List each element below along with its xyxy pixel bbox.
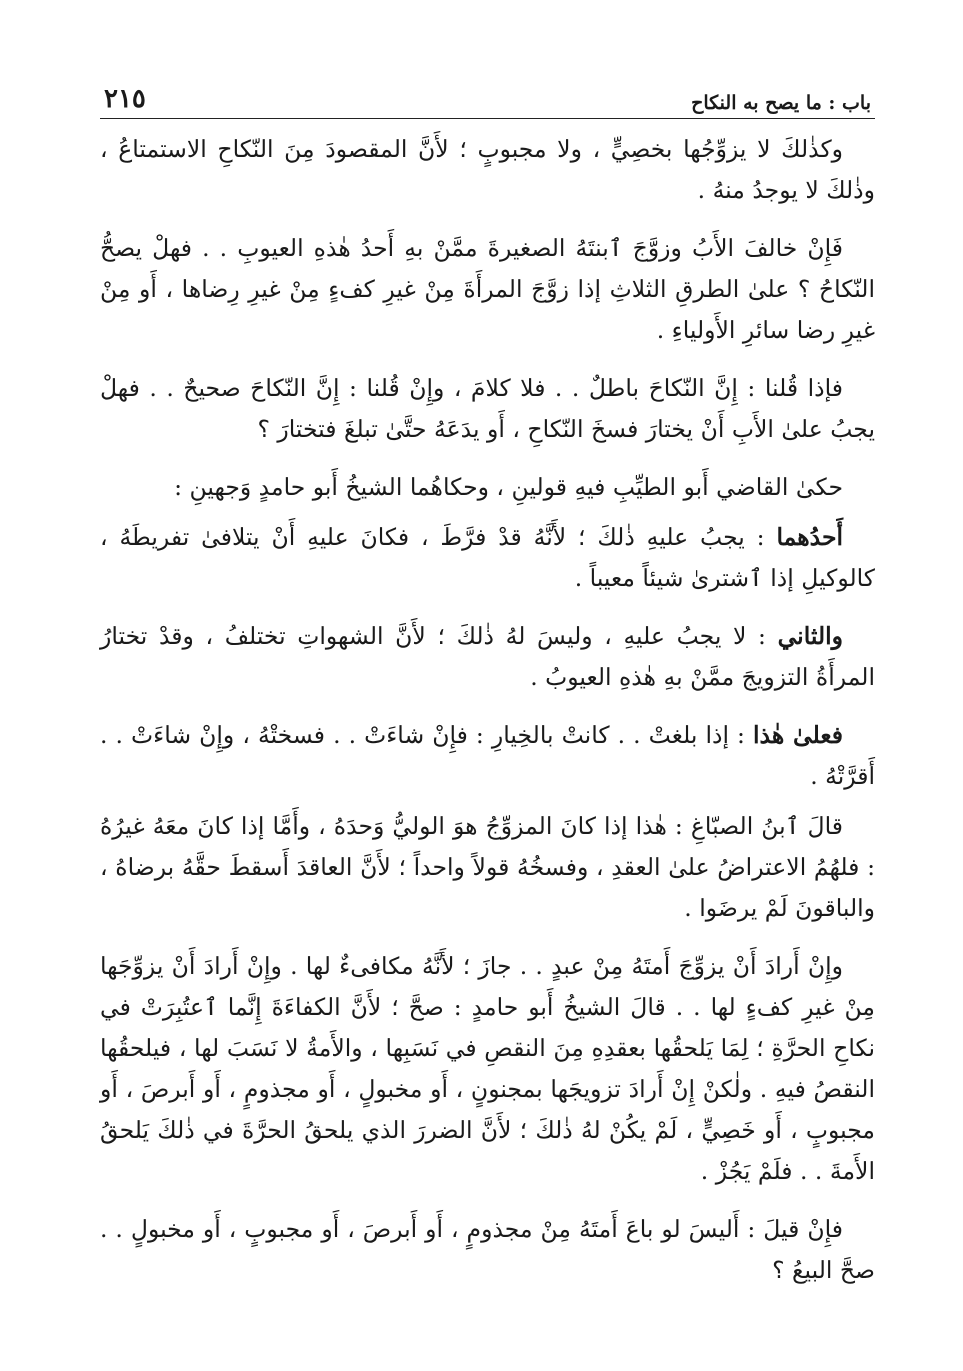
- page-number: ٢١٥: [104, 84, 146, 114]
- paragraph: [100, 806, 875, 929]
- paragraph-text: فإذا قُلنا : إِنَّ النّكاحَ باطلٌ . . فلا كلامَ ، وإِنْ قُلنا : إِنَّ النّكاحَ صحيحٌ . . فهلْ يجبُ علىٰ الأَبِ أَنْ يختارَ فسخَ النّكاحِ ، أَو يدَعَهُ حتَّىٰ تبلغَ فتختارَ ؟: [100, 374, 875, 443]
- paragraph-text: قالَ ٱبنُ الصبّاغِ : هٰذا إذا كانَ المزوِّجُ هوَ الوليُّ وَحدَهُ ، وأَمَّا إذا كانَ معَهُ غيرُهُ : فلهُمُ الاعتراضُ علىٰ العقدِ ، وفسخُهُ قولاً واحداً ؛ لأَنَّ العاقدَ أَسقطَ حقَّهُ برضاهُ ، والباقونَ لَمْ يرضَوا .: [100, 812, 875, 922]
- paragraph-lead: والثاني: [777, 622, 843, 650]
- running-title: باب : ما يصح به النكاح: [691, 92, 871, 114]
- paragraph-lead: أَحدُهما: [776, 523, 843, 551]
- paragraph: [100, 1209, 875, 1291]
- paragraph: [100, 129, 875, 211]
- paragraph-text: : لا يجبُ عليهِ ، وليسَ لهُ ذٰلكَ ؛ لأَنَّ الشهواتِ تختلفُ ، وقدْ تختارُ المرأَةُ التزويجَ ممَّنْ بهِ هٰذهِ العيوبُ .: [100, 622, 875, 691]
- paragraph-lead: فعلىٰ هٰذا: [753, 721, 843, 749]
- page-body: [100, 129, 875, 1291]
- paragraph: [100, 368, 875, 450]
- paragraph: [100, 616, 875, 698]
- paragraph-text: حكىٰ القاضي أَبو الطيِّبِ فيهِ قولينِ ، وحكاهُما الشيخُ أَبو حامدٍ وَجهينِ :: [174, 473, 843, 501]
- paragraph-text: : إذا بلغتْ . . كانتْ بالخِيارِ : فإِنْ شاءَتْ . . فسختْهُ ، وإِنْ شاءَتْ . . أَقرَّتْهُ .: [100, 721, 875, 790]
- paragraph-text: فإِنْ قيلَ : أَليسَ لو باعَ أَمتَهُ مِنْ مجذومٍ ، أَو أَبرصَ ، أَو مجبوبٍ ، أَو مخبولٍ . . صحَّ البيعُ ؟: [100, 1215, 875, 1284]
- paragraph: [100, 946, 875, 1192]
- paragraph-text: فَإِنْ خالفَ الأَبُ وزوَّجَ ٱبنتَهُ الصغيرةَ ممَّنْ بهِ أَحدُ هٰذهِ العيوبِ . . فهلْ يصحُّ النّكاحُ ؟ علىٰ الطرقِ الثلاثِ إذا زوَّجَ المرأَةَ مِنْ غيرِ كفءٍ مِنْ غيرِ رِضاها ، أَو مِنْ غيرِ رضا سائرِ الأَولياءِ .: [100, 234, 875, 344]
- paragraph: [100, 517, 875, 599]
- paragraph: [100, 467, 875, 508]
- page-header: [100, 80, 875, 119]
- paragraph: [100, 715, 875, 797]
- paragraph-text: : يجبُ عليهِ ذٰلكَ ؛ لأَنَّهُ قدْ فرَّطَ ، فكانَ عليهِ أَنْ يتلافىٰ تفريطَهُ ، كالوكيلِ إذا ٱشترىٰ شيئاً معيباً .: [100, 523, 875, 592]
- paragraph: [100, 228, 875, 351]
- paragraph-text: وإِنْ أَرادَ أَنْ يزوِّجَ أَمتَهُ مِنْ عبدٍ . . جازَ ؛ لأَنَّهُ مكافىءٌ لها . وإِنْ أَرادَ أَنْ يزوِّجَها مِنْ غيرِ كفءٍ لها . . قالَ الشيخُ أَبو حامدٍ : صحَّ ؛ لأَنَّ الكفاءَةَ إِنَّما ٱعتُبِرَتْ في نكاحِ الحرَّةِ ؛ لِمَا يَلحقُها بعقدِهِ مِنَ النقصِ في نَسَبِها ، والأَمةُ لا نَسَبَ لها ، فيلحقُها النقصُ فيهِ . ولٰكنْ إِنْ أَرادَ تزويجَها بمجنونٍ ، أَو مخبولٍ ، أَو مجذومٍ ، أَو أَبرصَ ، أَو مجبوبٍ ، أَو خَصِيٍّ ، لَمْ يكُنْ لهُ ذٰلكَ ؛ لأَنَّ الضررَ الذي يلحقُ الحرَّةَ في ذٰلكَ يَلحقُ الأَمةَ . . فلَمْ يَجُزْ .: [100, 952, 875, 1185]
- paragraph-text: وكذٰلكَ لا يزوِّجُها بخصِيٍّ ، ولا مجبوبٍ ؛ لأَنَّ المقصودَ مِنَ النّكاحِ الاستمتاعُ ، وذٰلكَ لا يوجدُ منهُ .: [100, 135, 875, 204]
